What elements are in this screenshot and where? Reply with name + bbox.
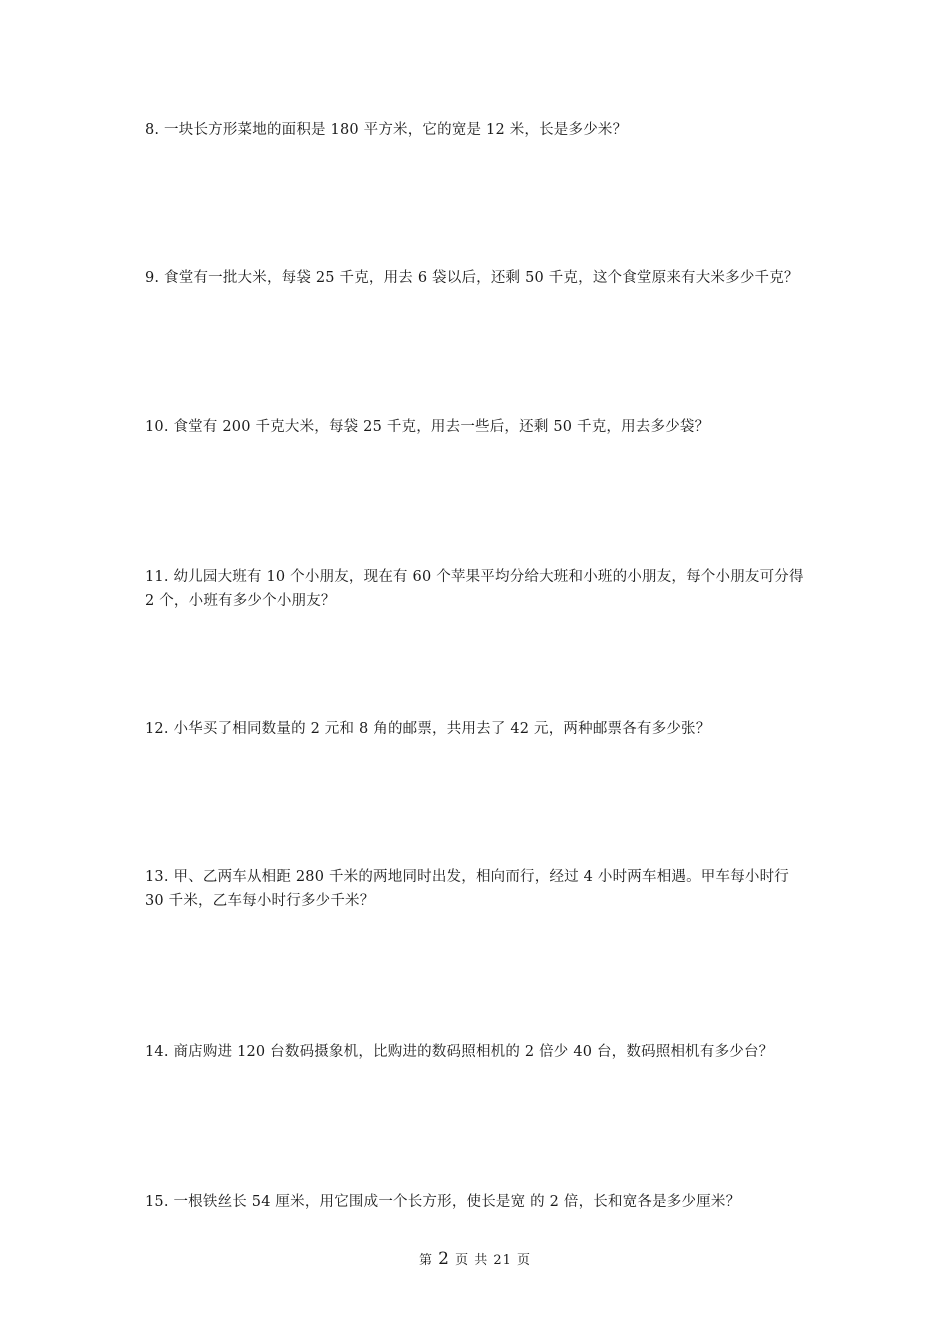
problem-12: 12. 小华买了相同数量的 2 元和 8 角的邮票，共用去了 42 元，两种邮票各有多少张？: [145, 721, 711, 737]
problem-11: 11. 幼儿园大班有 10 个小朋友，现在有 60 个苹果平均分给大班和小班的小朋友，每个小朋友可分得 2 个，小班有多少个小朋友？: [145, 569, 804, 609]
footer-current-page: 2: [438, 1249, 450, 1269]
footer-total-pages: 21: [493, 1253, 512, 1268]
footer-prefix: 第: [418, 1253, 433, 1268]
footer-middle: 页 共: [455, 1253, 489, 1268]
page-footer: [0, 1249, 950, 1269]
problem-9: 9. 食堂有一批大米，每袋 25 千克，用去 6 袋以后，还剩 50 千克，这个食堂原来有大米多少千克？: [145, 270, 799, 286]
problem-15: 15. 一根铁丝长 54 厘米，用它围成一个长方形，使长是宽 的 2 倍，长和宽各是多少厘米？: [145, 1194, 741, 1210]
problem-13: 13. 甲、乙两车从相距 280 千米的两地同时出发，相向而行，经过 4 小时两车相遇。甲车每小时行 30 千米，乙车每小时行多少千米？: [145, 869, 790, 909]
problem-14: 14. 商店购进 120 台数码摄象机，比购进的数码照相机的 2 倍少 40 台，数码照相机有多少台？: [145, 1044, 774, 1060]
footer-suffix: 页: [517, 1253, 532, 1268]
problem-10: 10. 食堂有 200 千克大米，每袋 25 千克，用去一些后，还剩 50 千克，用去多少袋？: [145, 419, 710, 435]
problem-8: 8. 一块长方形菜地的面积是 180 平方米，它的宽是 12 米，长是多少米？: [145, 122, 628, 138]
